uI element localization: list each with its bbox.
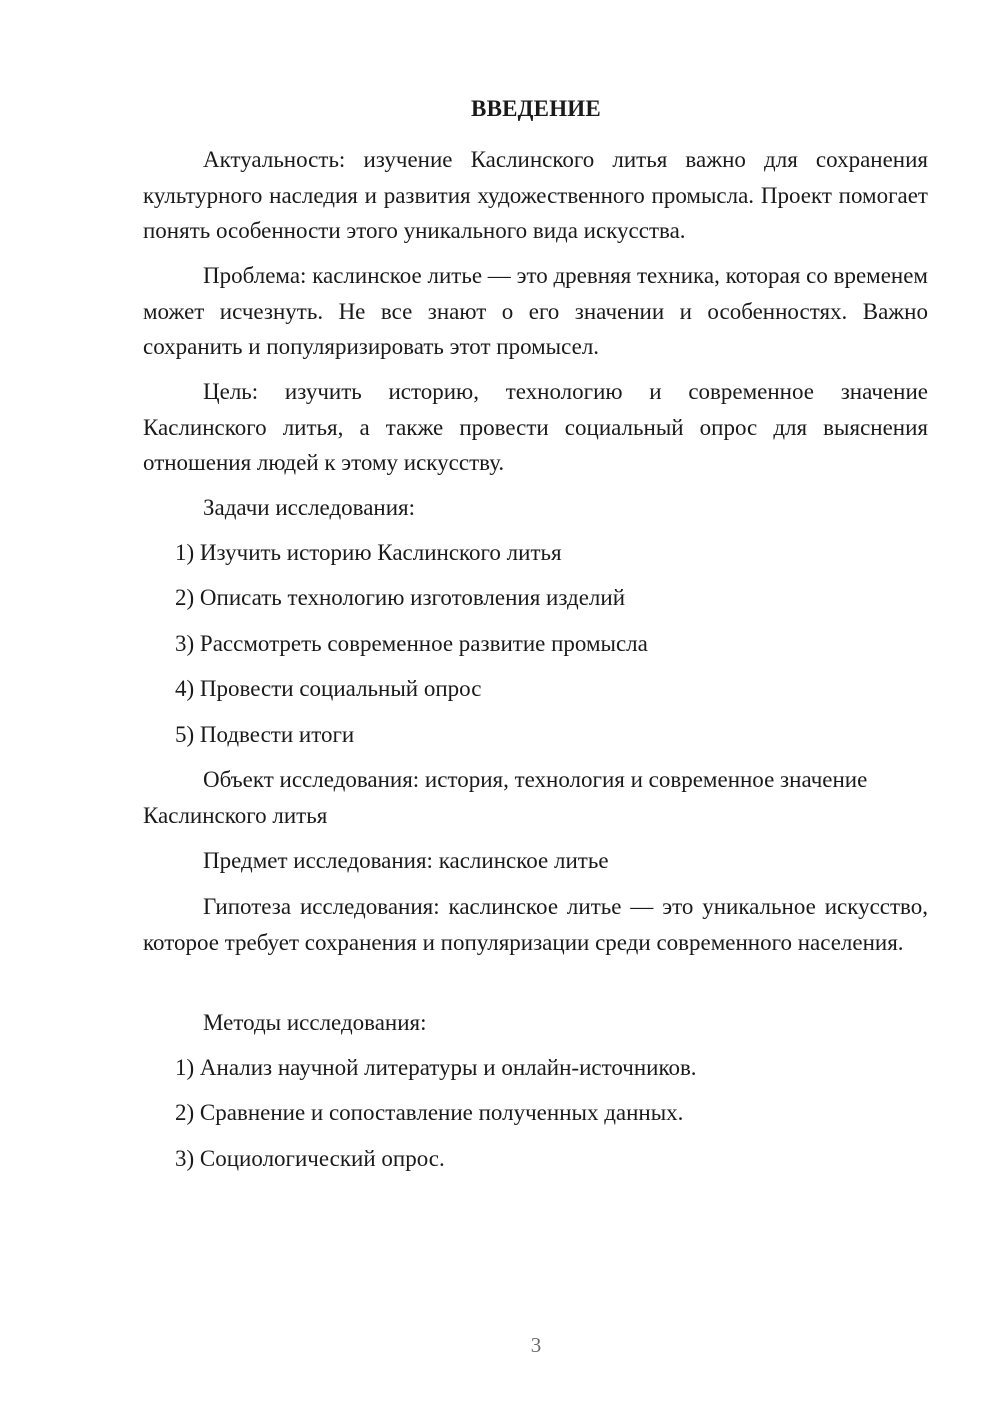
task-item: 2) Описать технологию изготовления изделий — [175, 585, 626, 610]
task-item: 1) Изучить историю Каслинского литья — [175, 540, 562, 565]
task-item: 4) Провести социальный опрос — [175, 676, 482, 701]
object-paragraph: Объект исследования: история, технология и современное значение Каслинского литья — [143, 767, 868, 828]
relevance-paragraph: Актуальность: изучение Каслинского литья важно для сохранения культурного наследия и развития художественного промысла. Проект помогает понять особенности этого уникального вида искусства. — [143, 147, 928, 243]
hypothesis-paragraph: Гипотеза исследования: каслинское литье — это уникальное искусство, которое требует сохранения и популяризации среди современного населения. — [143, 894, 928, 955]
subject-paragraph: Предмет исследования: каслинское литье — [203, 848, 609, 873]
methods-heading: Методы исследования: — [203, 1010, 427, 1035]
task-item: 3) Рассмотреть современное развитие промысла — [175, 631, 648, 656]
task-item: 5) Подвести итоги — [175, 722, 355, 747]
method-item: 2) Сравнение и сопоставление полученных данных. — [175, 1100, 684, 1125]
section-title: ВВЕДЕНИЕ — [471, 96, 601, 121]
goal-paragraph: Цель: изучить историю, технологию и современное значение Каслинского литья, а также провести социальный опрос для выяснения отношения людей к этому искусству. — [143, 379, 928, 475]
method-item: 1) Анализ научной литературы и онлайн-источников. — [175, 1055, 697, 1080]
page-number: 3 — [530, 1333, 542, 1357]
method-item: 3) Социологический опрос. — [175, 1146, 445, 1171]
problem-paragraph: Проблема: каслинское литье — это древняя техника, которая со временем может исчезнуть. Не все знают о его значении и особенностях. Важно сохранить и популяризировать этот промысел. — [143, 263, 928, 359]
tasks-heading: Задачи исследования: — [203, 495, 416, 520]
